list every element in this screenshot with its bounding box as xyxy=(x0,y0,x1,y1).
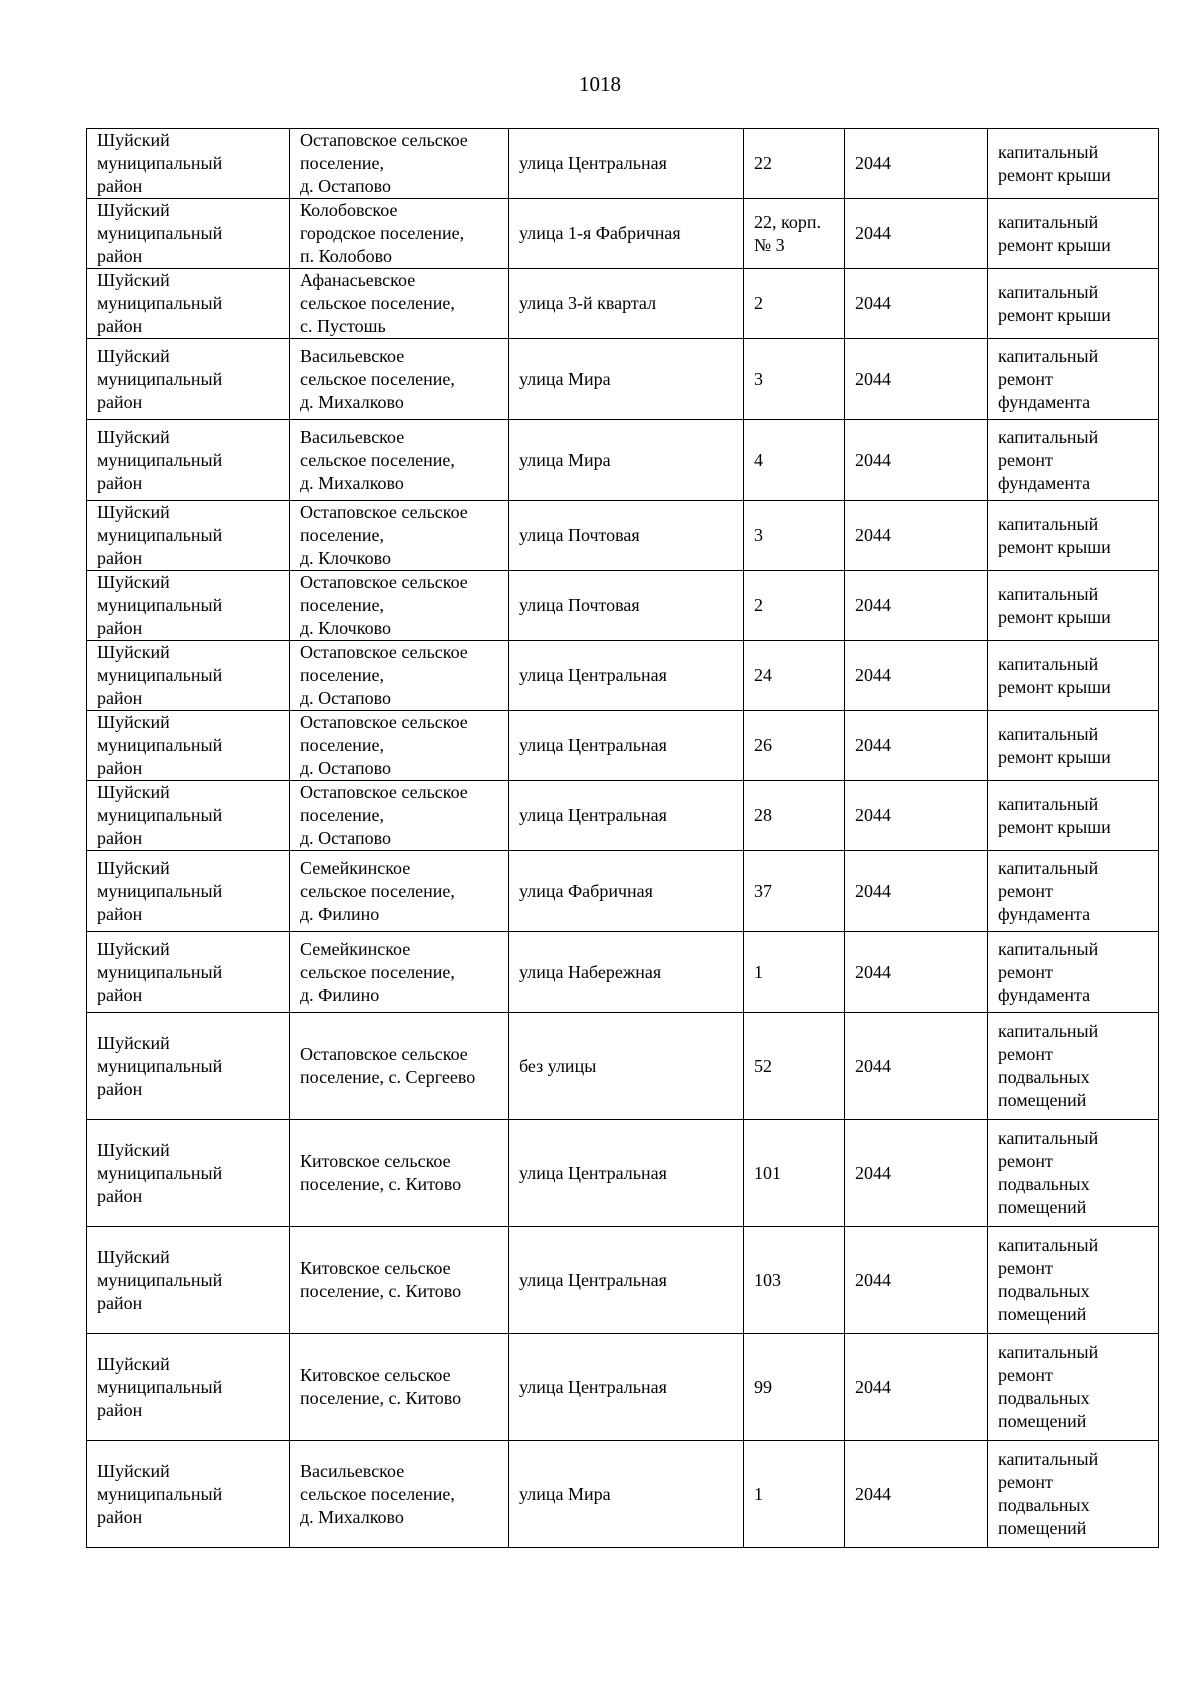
table-row xyxy=(87,1013,1159,1120)
street-cell: улица Центральная xyxy=(509,1334,744,1441)
year-cell: 2044 xyxy=(845,1441,988,1548)
street-cell: улица Центральная xyxy=(509,1227,744,1334)
year-cell: 2044 xyxy=(845,501,988,571)
house-cell: 2 xyxy=(744,571,845,641)
repair-schedule-table xyxy=(86,128,1159,1548)
house-cell: 3 xyxy=(744,501,845,571)
settlement-cell: Остаповское сельское поселение, д. Клочково xyxy=(290,501,509,571)
district-cell: Шуйский муниципальный район xyxy=(87,420,290,501)
settlement-cell: Остаповское сельское поселение, с. Сергеево xyxy=(290,1013,509,1120)
table-row xyxy=(87,199,1159,269)
house-cell: 24 xyxy=(744,641,845,711)
table-row xyxy=(87,1441,1159,1548)
house-cell: 103 xyxy=(744,1227,845,1334)
work-type-cell: капитальный ремонт подвальных помещений xyxy=(988,1013,1159,1120)
street-cell: улица 3-й квартал xyxy=(509,269,744,339)
settlement-cell: Васильевское сельское поселение, д. Михалково xyxy=(290,420,509,501)
district-cell: Шуйский муниципальный район xyxy=(87,711,290,781)
settlement-cell: Остаповское сельское поселение, д. Остапово xyxy=(290,641,509,711)
settlement-cell: Васильевское сельское поселение, д. Михалково xyxy=(290,339,509,420)
district-cell: Шуйский муниципальный район xyxy=(87,1441,290,1548)
settlement-cell: Китовское сельское поселение, с. Китово xyxy=(290,1227,509,1334)
settlement-cell: Васильевское сельское поселение, д. Михалково xyxy=(290,1441,509,1548)
year-cell: 2044 xyxy=(845,781,988,851)
year-cell: 2044 xyxy=(845,1013,988,1120)
page-number: 1018 xyxy=(579,72,621,96)
year-cell: 2044 xyxy=(845,1227,988,1334)
work-type-cell: капитальный ремонт крыши xyxy=(988,501,1159,571)
street-cell: улица Центральная xyxy=(509,129,744,199)
work-type-cell: капитальный ремонт крыши xyxy=(988,711,1159,781)
settlement-cell: Остаповское сельское поселение, д. Остапово xyxy=(290,711,509,781)
street-cell: улица Почтовая xyxy=(509,501,744,571)
house-cell: 1 xyxy=(744,1441,845,1548)
table-row xyxy=(87,420,1159,501)
street-cell: улица Мира xyxy=(509,339,744,420)
table-row xyxy=(87,269,1159,339)
table-row xyxy=(87,129,1159,199)
street-cell: улица Центральная xyxy=(509,781,744,851)
district-cell: Шуйский муниципальный район xyxy=(87,1334,290,1441)
district-cell: Шуйский муниципальный район xyxy=(87,501,290,571)
settlement-cell: Семейкинское сельское поселение, д. Филино xyxy=(290,932,509,1013)
street-cell: улица Центральная xyxy=(509,711,744,781)
table-row xyxy=(87,932,1159,1013)
table-row xyxy=(87,641,1159,711)
district-cell: Шуйский муниципальный район xyxy=(87,571,290,641)
settlement-cell: Остаповское сельское поселение, д. Клочково xyxy=(290,571,509,641)
table-row xyxy=(87,1120,1159,1227)
settlement-cell: Афанасьевское сельское поселение, с. Пустошь xyxy=(290,269,509,339)
work-type-cell: капитальный ремонт подвальных помещений xyxy=(988,1120,1159,1227)
settlement-cell: Китовское сельское поселение, с. Китово xyxy=(290,1334,509,1441)
work-type-cell: капитальный ремонт подвальных помещений xyxy=(988,1441,1159,1548)
district-cell: Шуйский муниципальный район xyxy=(87,641,290,711)
settlement-cell: Остаповское сельское поселение, д. Остапово xyxy=(290,781,509,851)
year-cell: 2044 xyxy=(845,339,988,420)
table-row xyxy=(87,571,1159,641)
district-cell: Шуйский муниципальный район xyxy=(87,339,290,420)
work-type-cell: капитальный ремонт фундамента xyxy=(988,339,1159,420)
year-cell: 2044 xyxy=(845,711,988,781)
house-cell: 52 xyxy=(744,1013,845,1120)
street-cell: улица Мира xyxy=(509,420,744,501)
table-row xyxy=(87,851,1159,932)
table-row xyxy=(87,339,1159,420)
settlement-cell: Остаповское сельское поселение, д. Остапово xyxy=(290,129,509,199)
year-cell: 2044 xyxy=(845,932,988,1013)
district-cell: Шуйский муниципальный район xyxy=(87,932,290,1013)
house-cell: 101 xyxy=(744,1120,845,1227)
district-cell: Шуйский муниципальный район xyxy=(87,199,290,269)
district-cell: Шуйский муниципальный район xyxy=(87,1227,290,1334)
district-cell: Шуйский муниципальный район xyxy=(87,851,290,932)
house-cell: 28 xyxy=(744,781,845,851)
table-row xyxy=(87,1227,1159,1334)
street-cell: улица Центральная xyxy=(509,641,744,711)
house-cell: 99 xyxy=(744,1334,845,1441)
street-cell: улица Почтовая xyxy=(509,571,744,641)
settlement-cell: Китовское сельское поселение, с. Китово xyxy=(290,1120,509,1227)
settlement-cell: Семейкинское сельское поселение, д. Филино xyxy=(290,851,509,932)
house-cell: 22 xyxy=(744,129,845,199)
table-body xyxy=(87,129,1159,1548)
year-cell: 2044 xyxy=(845,641,988,711)
work-type-cell: капитальный ремонт крыши xyxy=(988,781,1159,851)
table-row xyxy=(87,501,1159,571)
district-cell: Шуйский муниципальный район xyxy=(87,781,290,851)
work-type-cell: капитальный ремонт фундамента xyxy=(988,420,1159,501)
street-cell: улица Центральная xyxy=(509,1120,744,1227)
work-type-cell: капитальный ремонт фундамента xyxy=(988,932,1159,1013)
district-cell: Шуйский муниципальный район xyxy=(87,1013,290,1120)
work-type-cell: капитальный ремонт крыши xyxy=(988,571,1159,641)
year-cell: 2044 xyxy=(845,1334,988,1441)
house-cell: 1 xyxy=(744,932,845,1013)
work-type-cell: капитальный ремонт крыши xyxy=(988,199,1159,269)
work-type-cell: капитальный ремонт подвальных помещений xyxy=(988,1334,1159,1441)
settlement-cell: Колобовское городское поселение, п. Колобово xyxy=(290,199,509,269)
house-cell: 4 xyxy=(744,420,845,501)
street-cell: без улицы xyxy=(509,1013,744,1120)
year-cell: 2044 xyxy=(845,129,988,199)
street-cell: улица Мира xyxy=(509,1441,744,1548)
year-cell: 2044 xyxy=(845,420,988,501)
work-type-cell: капитальный ремонт крыши xyxy=(988,641,1159,711)
work-type-cell: капитальный ремонт крыши xyxy=(988,129,1159,199)
house-cell: 2 xyxy=(744,269,845,339)
street-cell: улица Набережная xyxy=(509,932,744,1013)
year-cell: 2044 xyxy=(845,1120,988,1227)
work-type-cell: капитальный ремонт подвальных помещений xyxy=(988,1227,1159,1334)
house-cell: 37 xyxy=(744,851,845,932)
table-row xyxy=(87,711,1159,781)
table-row xyxy=(87,781,1159,851)
house-cell: 3 xyxy=(744,339,845,420)
house-cell: 26 xyxy=(744,711,845,781)
district-cell: Шуйский муниципальный район xyxy=(87,129,290,199)
district-cell: Шуйский муниципальный район xyxy=(87,1120,290,1227)
house-cell: 22, корп. № 3 xyxy=(744,199,845,269)
year-cell: 2044 xyxy=(845,571,988,641)
table-row xyxy=(87,1334,1159,1441)
street-cell: улица Фабричная xyxy=(509,851,744,932)
work-type-cell: капитальный ремонт крыши xyxy=(988,269,1159,339)
work-type-cell: капитальный ремонт фундамента xyxy=(988,851,1159,932)
year-cell: 2044 xyxy=(845,269,988,339)
year-cell: 2044 xyxy=(845,199,988,269)
street-cell: улица 1-я Фабричная xyxy=(509,199,744,269)
year-cell: 2044 xyxy=(845,851,988,932)
district-cell: Шуйский муниципальный район xyxy=(87,269,290,339)
